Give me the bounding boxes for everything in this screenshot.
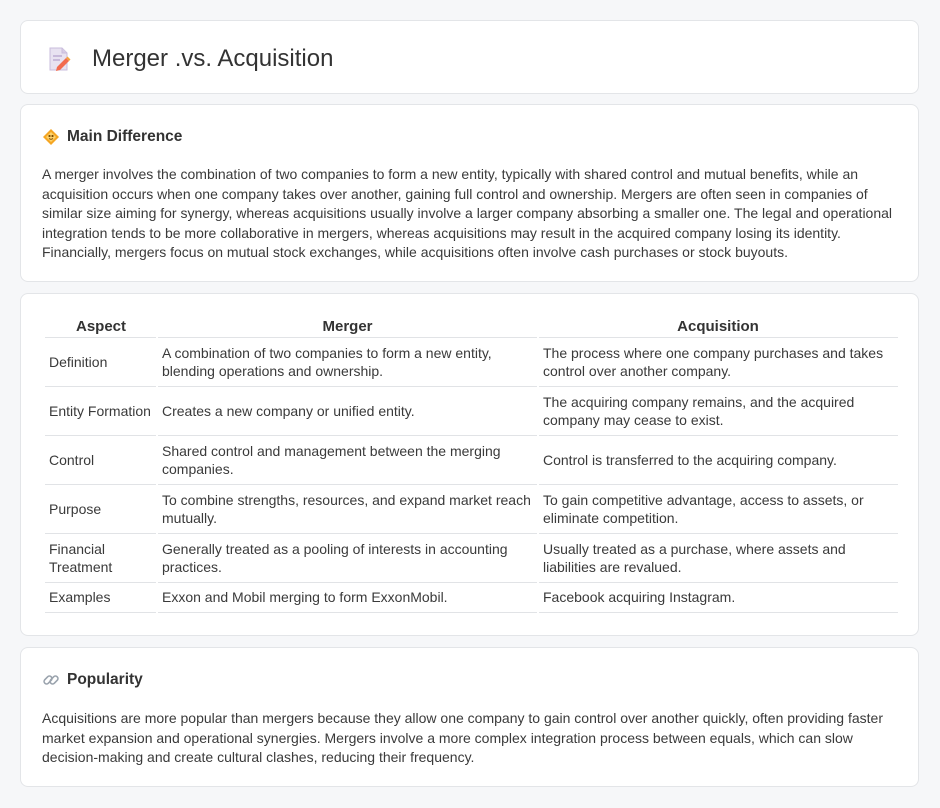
merger-cell: Shared control and management between the merging companies. — [157, 435, 538, 484]
header-card — [20, 20, 919, 94]
page-title: Merger .vs. Acquisition — [92, 45, 334, 72]
main-difference-title: Main Difference — [67, 128, 183, 145]
popularity-heading — [42, 670, 143, 690]
acquisition-cell: Usually treated as a purchase, where assets and liabilities are revalued. — [538, 533, 898, 582]
table-header-row — [45, 316, 898, 337]
merger-cell: Generally treated as a pooling of interests in accounting practices. — [157, 533, 538, 582]
table-row — [45, 582, 898, 612]
main-difference-text: A merger involves the combination of two companies to form a new entity, typically with shared control and mutual benefits, while an acquisition occurs when one company takes over another, gaining full control and ownership. Mergers are often seen in companies of similar size aiming for synergy, whereas acquisitions usually involve a larger company absorbing a smaller one. The legal and operational integration tends to be more collaborative in mergers, whereas acquisitions may result in the acquired company losing its identity. Financially, mergers focus on mutual stock exchanges, while acquisitions often involve cash purchases or stock buyouts. — [42, 166, 893, 261]
comparison-section — [20, 293, 919, 636]
popularity-section — [20, 647, 919, 787]
header-merger: Merger — [157, 316, 538, 337]
merger-cell: Exxon and Mobil merging to form ExxonMobil. — [157, 582, 538, 612]
link-icon — [42, 671, 60, 689]
aspect-cell: Entity Formation — [45, 386, 157, 435]
acquisition-cell: The process where one company purchases and takes control over another company. — [538, 337, 898, 386]
main-difference-heading — [42, 127, 182, 147]
acquisition-cell: The acquiring company remains, and the acquired company may cease to exist. — [538, 386, 898, 435]
popularity-text: Acquisitions are more popular than mergers because they allow one company to gain control over another quickly, often providing faster market expansion and operational synergies. Mergers involve a more complex integration process between equals, which can slow decision-making and create cultural clashes, reducing their frequency. — [42, 710, 883, 766]
document-pencil-icon — [46, 46, 72, 72]
comparison-table — [45, 316, 898, 613]
table-row — [45, 435, 898, 484]
acquisition-cell: Facebook acquiring Instagram. — [538, 582, 898, 612]
acquisition-cell: To gain competitive advantage, access to assets, or eliminate competition. — [538, 484, 898, 533]
table-row — [45, 386, 898, 435]
aspect-cell: Purpose — [45, 484, 157, 533]
table-row — [45, 533, 898, 582]
acquisition-cell: Control is transferred to the acquiring company. — [538, 435, 898, 484]
diamond-badge-icon — [42, 128, 60, 146]
popularity-title: Popularity — [67, 671, 143, 688]
header-acquisition: Acquisition — [538, 316, 898, 337]
aspect-cell: Examples — [45, 582, 157, 612]
merger-cell: A combination of two companies to form a new entity, blending operations and ownership. — [157, 337, 538, 386]
aspect-cell: Control — [45, 435, 157, 484]
aspect-cell: Definition — [45, 337, 157, 386]
header-aspect: Aspect — [45, 316, 157, 337]
table-row — [45, 337, 898, 386]
main-difference-section — [20, 104, 919, 282]
merger-cell: Creates a new company or unified entity. — [157, 386, 538, 435]
table-row — [45, 484, 898, 533]
merger-cell: To combine strengths, resources, and expand market reach mutually. — [157, 484, 538, 533]
aspect-cell: Financial Treatment — [45, 533, 157, 582]
